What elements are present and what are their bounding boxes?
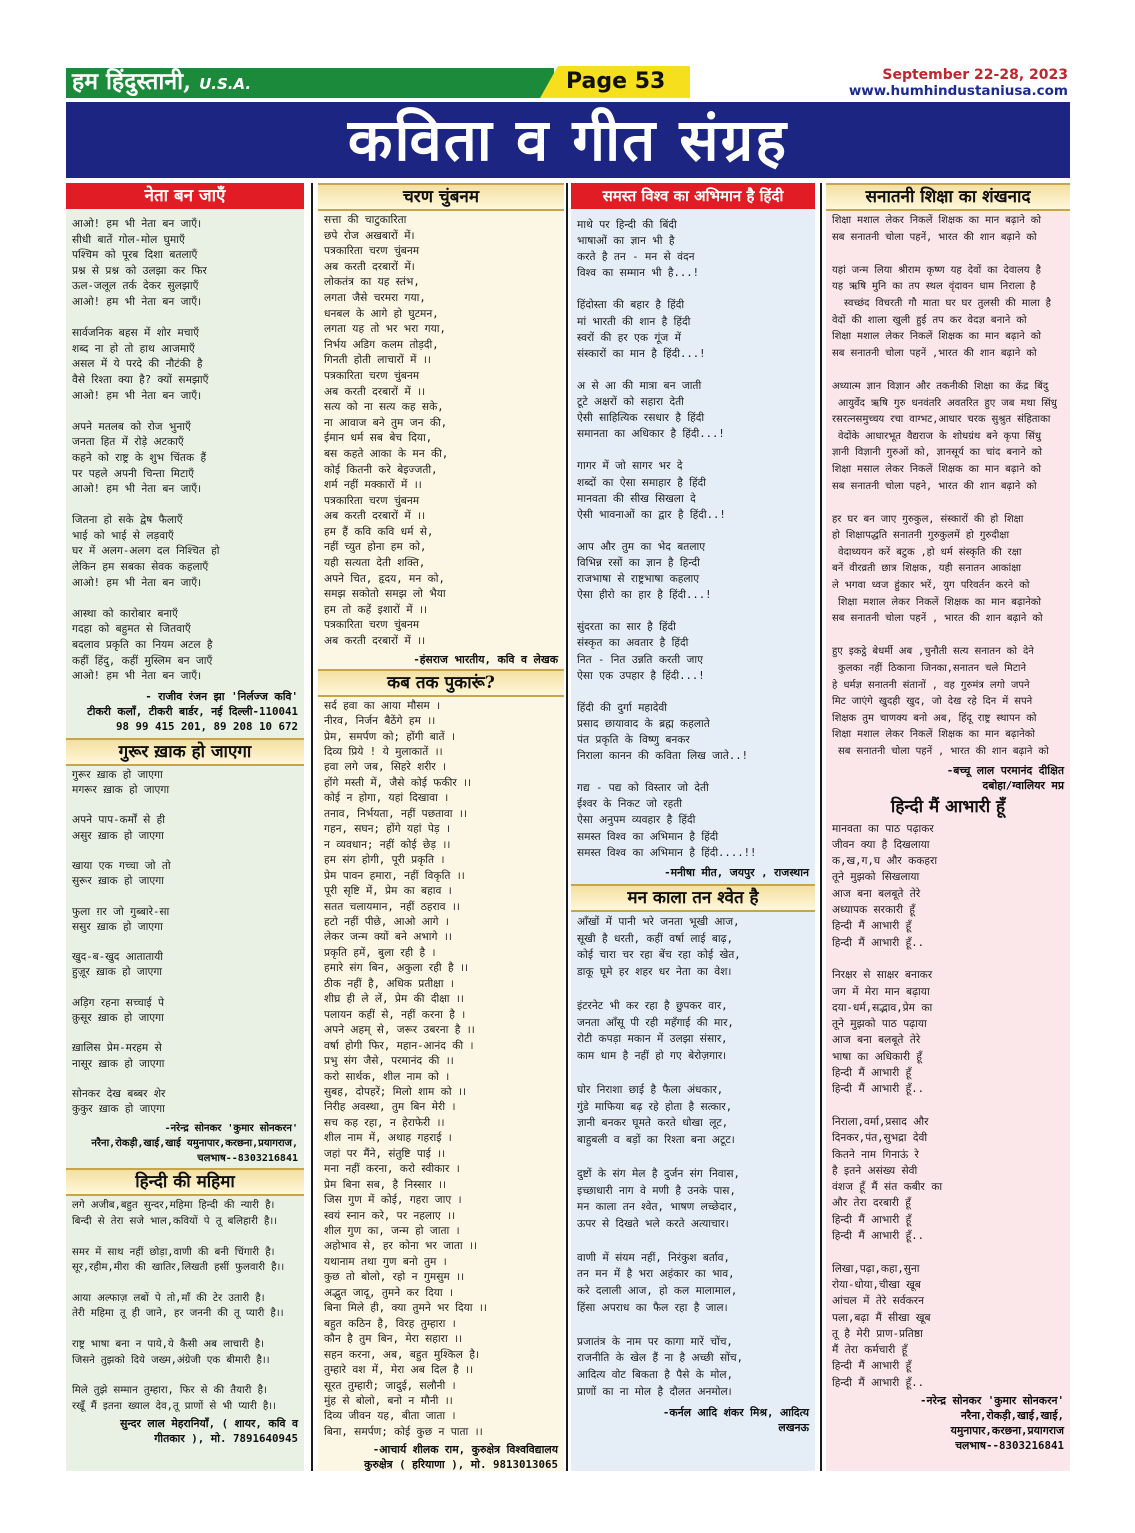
banner-title: कविता व गीत संग्रह [347,106,789,174]
poem-title: मन काला तन श्वेत है [571,884,815,912]
poem-body: आँखों में पानी भरे जनता भूखी आज, सूखी है धरती, कहीं वर्षा लाई बाढ़, कोई चारा चर रहा बेंच रहा कोई खेत, डाकू घूमे हर शहर धर नेता का वेश। इंटरनेट भी कर रहा है छुपकर वार, जनता आँसू पी रही महँगाई की मार, रोटी कपड़ा मकान में उलझा संसार, काम धाम है नहीं हो गए बेरोज़गार। घोर निराशा छाई है फैला अंधकार, गुंडे माफिया बढ़ रहे होता है सत्कार, ज्ञानी बनकर घूमते करते धोखा लूट, बाहुबली व बड़ों का रिश्ता बना अटूट। दुष्टों के संग मेल है दुर्जन संग निवास, इच्छाधारी नाग वे मणी है उनके पास, मन काला तन श्वेत, भाषण लच्छेदार, ऊपर से दिखते भले करते अत्याचार। वाणी में संयम नहीं, निरंकुश बर्ताव, तन मन में है भरा अहंकार का भाव, करे दलाली आज, हो कल मालामाल, हिंसा अपराध का फैल रहा है जाल। प्रजातंत्र के नाम पर कागा मारें चोंच, राजनीति के खेल हैं ना है अच्छी सोंच, आदित्य वोट बिकता है पैसे के मोल, प्राणों का ना मोल है दौलत अनमोल। [577,915,744,1399]
column-4 [826,183,1070,1471]
poem-body: गुरूर ख़ाक हो जाएगा मगरूर ख़ाक हो जाएगा अपने पाप-कर्मों से ही असुर ख़ाक हो जाएगा खाया एक गच्चा जो तो सुरूर ख़ाक हो जाएगा फुला ग़र जो गुब्बारे-सा ससुर ख़ाक हो जाएगा खुद-ब-खुद आतातायी हुज़ूर ख़ाक हो जाएगा अड़िग रहना सच्चाई पे क़ुसूर ख़ाक हो जाएगा ख़ालिस प्रेम-मरहम से नासूर ख़ाक हो जाएगा सोनकर देख बब्बर शेर कुकुर ख़ाक हो जाएगा [72,768,171,1116]
poem-body: सत्ता की चाटुकारिता छपे रोज अखबारों में। पत्रकारिता चरण चुंबनम अब करती दरबारों में। लोकतंत्र का यह स्तंभ, लगता जैसे चरमरा गया, धनबल के आगे हो घुटमन, लगता यह तो भर भरा गया, निर्भय अडिग कलम तोड़दी, गिनती होती लाचारों में ।। पत्रकारिता चरण चुंबनम अब करती दरबारों में ।। सत्य को ना सत्य कह सके, ना आवाज बने तुम जन की, ईमान धर्म सब बेच दिया, बस कहते आका के मन की, कोई कितनी करे बेइज्जती, शर्म नहीं मक्कारों में ।। पत्रकारिता चरण चुंबनम अब करती दरबारों में ।। हम हैं कवि कवि धर्म से, नहीं च्युत होना हम को, यही सत्यता देती शक्ति, अपने चित, हृदय, मन को, समझ सकोतो समझ लो भैया हम तो कहें इशारों में ।। पत्रकारिता चरण चुंबनम अब करती दरबारों में ।। [324,214,449,648]
column-3 [571,183,815,1471]
column-divider [566,183,568,1471]
poem-credit: -आचार्य शीलक राम, कुरुक्षेत्र विश्वविद्यालय कुरुक्षेत्र ( हरियाणा ), मो. 9813013065 [364,1443,558,1471]
issue-date: September 22-28, 2023 [882,67,1068,83]
poem-credit: -बच्चू लाल परमानंद दीक्षित दबोहा/ग्वालियर मप्र [946,763,1064,792]
poem-body: आओ! हम भी नेता बन जाएँ। सीधी बातें गोल-मोल घुमाएँ पश्चिम को पूरब दिशा बतलाएँ प्रश्न से प्रश्न को उलझा कर फिर ऊल-जलूल तर्क देकर सुलझाएँ आओ! हम भी नेता बन जाएँ। सार्वजनिक बहस में शोर मचाएँ शब्द ना हो तो हाथ आजमाएँ असल में ये परदे की नौटंकी है वैसे रिश्ता क्या है? क्यों समझाएँ आओ! हम भी नेता बन जाएँ। अपने मतलब को रोज भुनाएँ जनता हित में रोड़े अटकाएँ कहने को राष्ट्र के शुभ चिंतक हैं पर पहले अपनी चिन्ता मिटाएँ आओ! हम भी नेता बन जाएँ। जितना हो सके द्वेष फैलाएँ भाई को भाई से लड़वाएँ घर में अलग-अलग दल निश्चित हो लेकिन हम सबका सेवक कहलाएँ आओ! हम भी नेता बन जाएँ। आस्था को कारोबार बनाएँ गदहा को बहुमत से जितवाएँ बदलाव प्रकृति का नियम अटल है कहीं हिंदु, कहीं मुस्लिम बन जाएँ आओ! हम भी नेता बन जाएँ। [72,218,220,683]
website-link[interactable]: www.humhindustaniusa.com [848,83,1068,99]
poem-title: गुरूर ख़ाक हो जाएगा [66,738,304,766]
brand-suffix: U.S.A. [199,75,252,93]
poem-body: सर्द हवा का आया मौसम । नीरव, निर्जन बैठेंगे हम ।। प्रेम, समर्पण को; होंगी बातें । दिव्य प्रिये ! ये मुलाकातें ।। हवा लगे जब, सिहरे शरीर । होंगे मस्ती में, जैसे कोई फकीर ।। कोई न होगा, यहां दिखावा । तनाव, निर्भयता, नहीं पछतावा ।। गहन, सघन; होंगे यहां पेड़ । न व्यवधान; नहीं कोई छेड़ ।। हम संग होगी, पूरी प्रकृति । प्रेम पावन हमारा, नहीं विकृति ।। पूरी सृष्टि में, प्रेम का बहाव । सतत चलायमान, नहीं ठहराव ।। हटो नहीं पीछे, आओ आगे । लेकर जन्म क्यों बने अभागे ।। प्रकृति हमें, बुला रही है । हमारे संग बिन, अकुला रही है ।। ठीक नहीं है, अधिक प्रतीक्षा । शीघ्र ही ले लें, प्रेम की दीक्षा ।। पलायन कहीं से, नहीं करना है । अपने अहम् से, जरूर उबरना है ।। वर्षा होगी फिर, महान-आनंद की । प्रभु संग जैसे, परमानंद की ।। करो सार्थक, शील नाम को । सुबह, दोपहरें; मिलो शाम को ।। निरीह अवस्था, तुम बिन मेरी । सच कह रहा, न हेराफेरी ।। शील नाम में, अथाह गहराई । जहां पर मैंने, संतुष्टि पाई ।। मना नहीं करना, करो स्वीकार । प्रेम बिना सब, है निस्सार ।। जिस गुण में कोई, गहरा जाए । स्वयं स्नान करे, पर नहलाए ।। शील गुण का, जन्म हो जाता । अहोभाव से, हर कोना भर जाता ।। यथानाम तथा गुण बनो तुम । कुछ तो बोलो, रहो न गुमसुम ।। अद्भुत जादू, तुमने कर दिया । बिना मिले ही, क्या तुमने भर दिया ।। बहुत कठिन है, विरह तुम्हारा । कौन है तुम बिन, मेरा सहारा ।। सहन करना, अब, बहुत मुश्किल है। तुम्हारे वश में, मेरा अब दिल है ।। सूरत तुम्हारी; जादुई, सलौनी । मुंह से बोलो, बनो न मौनी ।। दिव्य जीवन यह, बीता जाता । बिना, समर्पण; कोई कुछ न पाता ।। [324,699,487,1438]
poem-title: हिन्दी की महिमा [66,1168,304,1196]
poem-credit: -कर्नल आदि शंकर मिश्र, आदित्य लखनऊ [662,1405,809,1434]
poem-title: चरण चुंबनम [318,183,564,211]
poem-credit: -नरेन्द्र सोनकर 'कुमार सोनकरन' नरैना,रोकड़ी,खाई,खाई, यमुनापार,करछना,प्रयागराज चलभाष--8303216841 [919,1393,1064,1452]
page-number: Page 53 [566,69,666,94]
column-divider [311,183,313,1471]
poem-title: कब तक पुकारूं? [318,669,564,697]
poem-credit: -हंसराज भारतीय, कवि व लेखक [413,652,558,666]
poem-title: हिन्दी मैं आभारी हूँ [890,796,1006,817]
poem-body: मानवता का पाठ पढ़ाकर जीवन क्या है दिखलाया क,ख,ग,घ और ककहरा तूने मुझको सिखलाया आज बना बलबूते तेरे अध्यापक सरकारी हूँ हिन्दी मैं आभारी हूँ हिन्दी मैं आभारी हूँ.. निरक्षर से साक्षर बनाकर जग में मेरा मान बढ़ाया दया-धर्म,सद्भाव,प्रेम का तूने मुझको पाठ पढ़ाया आज बना बलबूते तेरे भाषा का अधिकारी हूँ हिन्दी मैं आभारी हूँ हिन्दी मैं आभारी हूँ.. निराला,वर्मा,प्रसाद और दिनकर,पंत,सुभद्रा देवी कितने नाम गिनाऊं रे है इतने असंख्य सेवी वंशज हूँ मैं संत कबीर का और तेरा दरबारी हूँ हिन्दी मैं आभारी हूँ हिन्दी मैं आभारी हूँ.. लिखा,पढ़ा,कहा,सुना रोया-धोया,चीखा खूब आंचल में तेरे सर्वकरन पला,बढ़ा मैं सीखा खूब तू है मेरी प्राण-प्रतिष्ठा मैं तेरा कर्मचारी हूँ हिन्दी मैं आभारी हूँ हिन्दी मैं आभारी हूँ.. [832,822,943,1389]
column-2 [318,183,564,1471]
poem-credit: सुन्दर लाल मेहरानियाँ, ( शायर, कवि व गीतकार ), मो. 7891640945 [120,1417,298,1446]
poem-body: लगे अजीब,बहुत सुन्दर,महिमा हिन्दी की न्यारी है। बिन्दी से तेरा सजे भाल,कवियों पे तू बलिहारी है।। समर में साथ नहीं छोड़ा,वाणी की बनी चिंगारी है। सूर,रहीम,मीरा की खातिर,लिखती हसीं फुलवारी है।। आया अल्फाज़ लबों पे तो,माँ की टेर उतारी है। तेरी महिमा तू ही जाने, हर जननी की तू प्यारी है।। राष्ट्र भाषा बना न पाये,ये कैसी अब लाचारी है। जिसने तुझको दिये जख्म,अंग्रेजी एक बीमारी है।। मिले तुझे सम्मान तुम्हारा, फिर से की तैयारी है। रखूँ मैं इतना ख्याल देव,तू प्राणों से भी प्यारी है।। [72,1200,285,1412]
poem-title: सनातनी शिक्षा का शंखनाद [826,183,1070,211]
column-1 [66,183,304,1471]
poem-body: शिक्षा मशाल लेकर निकलें शिक्षक का मान बढ़ाने को सब सनातनी चोला पहनें, भारत की शान बढ़ाने को यहां जन्म लिया श्रीराम कृष्ण यह देवों का देवालय है यह ऋषि मुनि का तप स्थल वृंदावन धाम निराला है स्वच्छंद विचरती गौ माता घर घर तुलसी की माला है वेदों की शाला खुली हुई तप कर वेदज्ञ बनाने को शिक्षा मशाल लेकर निकलें शिक्षक का मान बढ़ाने को सब सनातनी चोला पहनें ,भारत की शान बढ़ाने को अध्यात्म ज्ञान विज्ञान और तकनीकी शिक्षा का केंद्र बिंदु आयुर्वेद ऋषि गुरु धनवंतरि अवतरित हुए जब मथा सिंधु रसरत्नसमुच्चय रचा वाग्भट,आधार चरक सुश्रुत संहिताका वेदोंके आधारभूत वैद्यराज के शोधग्रंथ बने कृपा सिंधु ज्ञानी विज्ञानी गुरुओं को, ज्ञानसूर्य का चांद बनाने को शिक्षा मसाल लेकर निकलें शिक्षक का मान बढ़ाने को सब सनातनी चोला पहने, भारत की शान बढ़ाने को हर घर बन जाए गुरुकुल, संस्कारों की हो शिक्षा हो शिक्षापद्धति सनातनी गुरुकुलमें हो गुरुदीक्षा वेदाध्ययन करें बटुक ,हो धर्म संस्कृति की रक्षा बनें वीरव्रती छात्र शिक्षक, यही सनातन आकांक्षा ले भगवा ध्वज हुंकार भरें, युग परिवर्तन करने को शिक्षा मशाल लेकर निकलें शिक्षक का मान बढ़ानेको सब सनातनी चोला पहनें , भारत की शान बढ़ाने को हुए इकट्ठे बेधर्मी अब ,चुनौती सत्य सनातन को देने कुलका नहीं ठिकाना जिनका,सनातन चले मिटाने हे धर्मज्ञ सनातनी संतानों , वह गुरुमंत्र लगो जपने मिट जाएंगे खुदही खुद, जो देख रहे दिन में सपने शिक्षक तुम चाणक्य बनो अब, हिंदू राष्ट्र स्थापन को शिक्षा मशाल लेकर निकलें शिक्षक का मान बढ़ानेको सब सनातनी चोला पहनें , भारत की शान बढ़ाने को [832,215,1057,757]
brand-title: हम हिंदुस्तानी, U.S.A. [72,68,252,95]
poem-title: समस्त विश्व का अभिमान है हिंदी [571,183,815,209]
poem-credit: -मनीषा मीत, जयपुर , राजस्थान [664,865,809,879]
column-divider [820,183,822,1471]
poem-credit: - राजीव रंजन झा 'निर्लज्ज कवि' टीकरी कलाँ, टीकरी बार्डर, नई दिल्ली-110041 98 99 415 201, 89 208 10 672 [87,689,298,733]
poem-body: माथे पर हिन्दी की बिंदी भाषाओं का ज्ञान भी है करते है तन - मन से वंदन विश्व का सम्मान भी है...! हिंदोस्ता की बहार है हिंदी मां भारती की शान है हिंदी स्वरों की हर एक गूंज में संस्कारों का मान है हिंदी...! अ से आ की मात्रा बन जाती टूटे अक्षरों को सहारा देती ऐसी साहित्यिक रसधार है हिंदी समानता का अधिकार है हिंदी...! गागर में जो सागर भर दे शब्दों का ऐसा समाहार है हिंदी मानवता की सीख सिखला दे ऐसी भावनाओं का द्वार है हिंदी..! आप और तुम का भेद बतलाए विभिन्न रसों का ज्ञान है हिन्दी राजभाषा से राष्ट्रभाषा कहलाए ऐसा हीरो का हार है हिंदी...! सुंदरता का सार है हिंदी संस्कृत का अवतार है हिंदी नित - नित उन्नति करती जाए ऐसा एक उपहार है हिंदी...! हिंदी की दुर्गा महादेवी प्रसाद छायावाद के ब्रह्म कहलाते पंत प्रकृति के विष्णु बनकर निराला कानन की कविता लिख जाते..! गद्य - पद्य को विस्तार जो देती ईश्वर के निकट जो रहती ऐसा अनुपम व्यवहार है हिंदी समस्त विश्व का अभिमान है हिंदी समस्त विश्व का अभिमान है हिंदी....!! [577,219,757,859]
poem-title: नेता बन जाएँ [66,183,304,209]
poem-credit: -नरेन्द्र सोनकर 'कुमार सोनकरन' नरैना,रोकड़ी,खाई,खाई यमुनापार,करछना,प्रयागराज, चलभाष--8303216841 [91,1123,298,1165]
